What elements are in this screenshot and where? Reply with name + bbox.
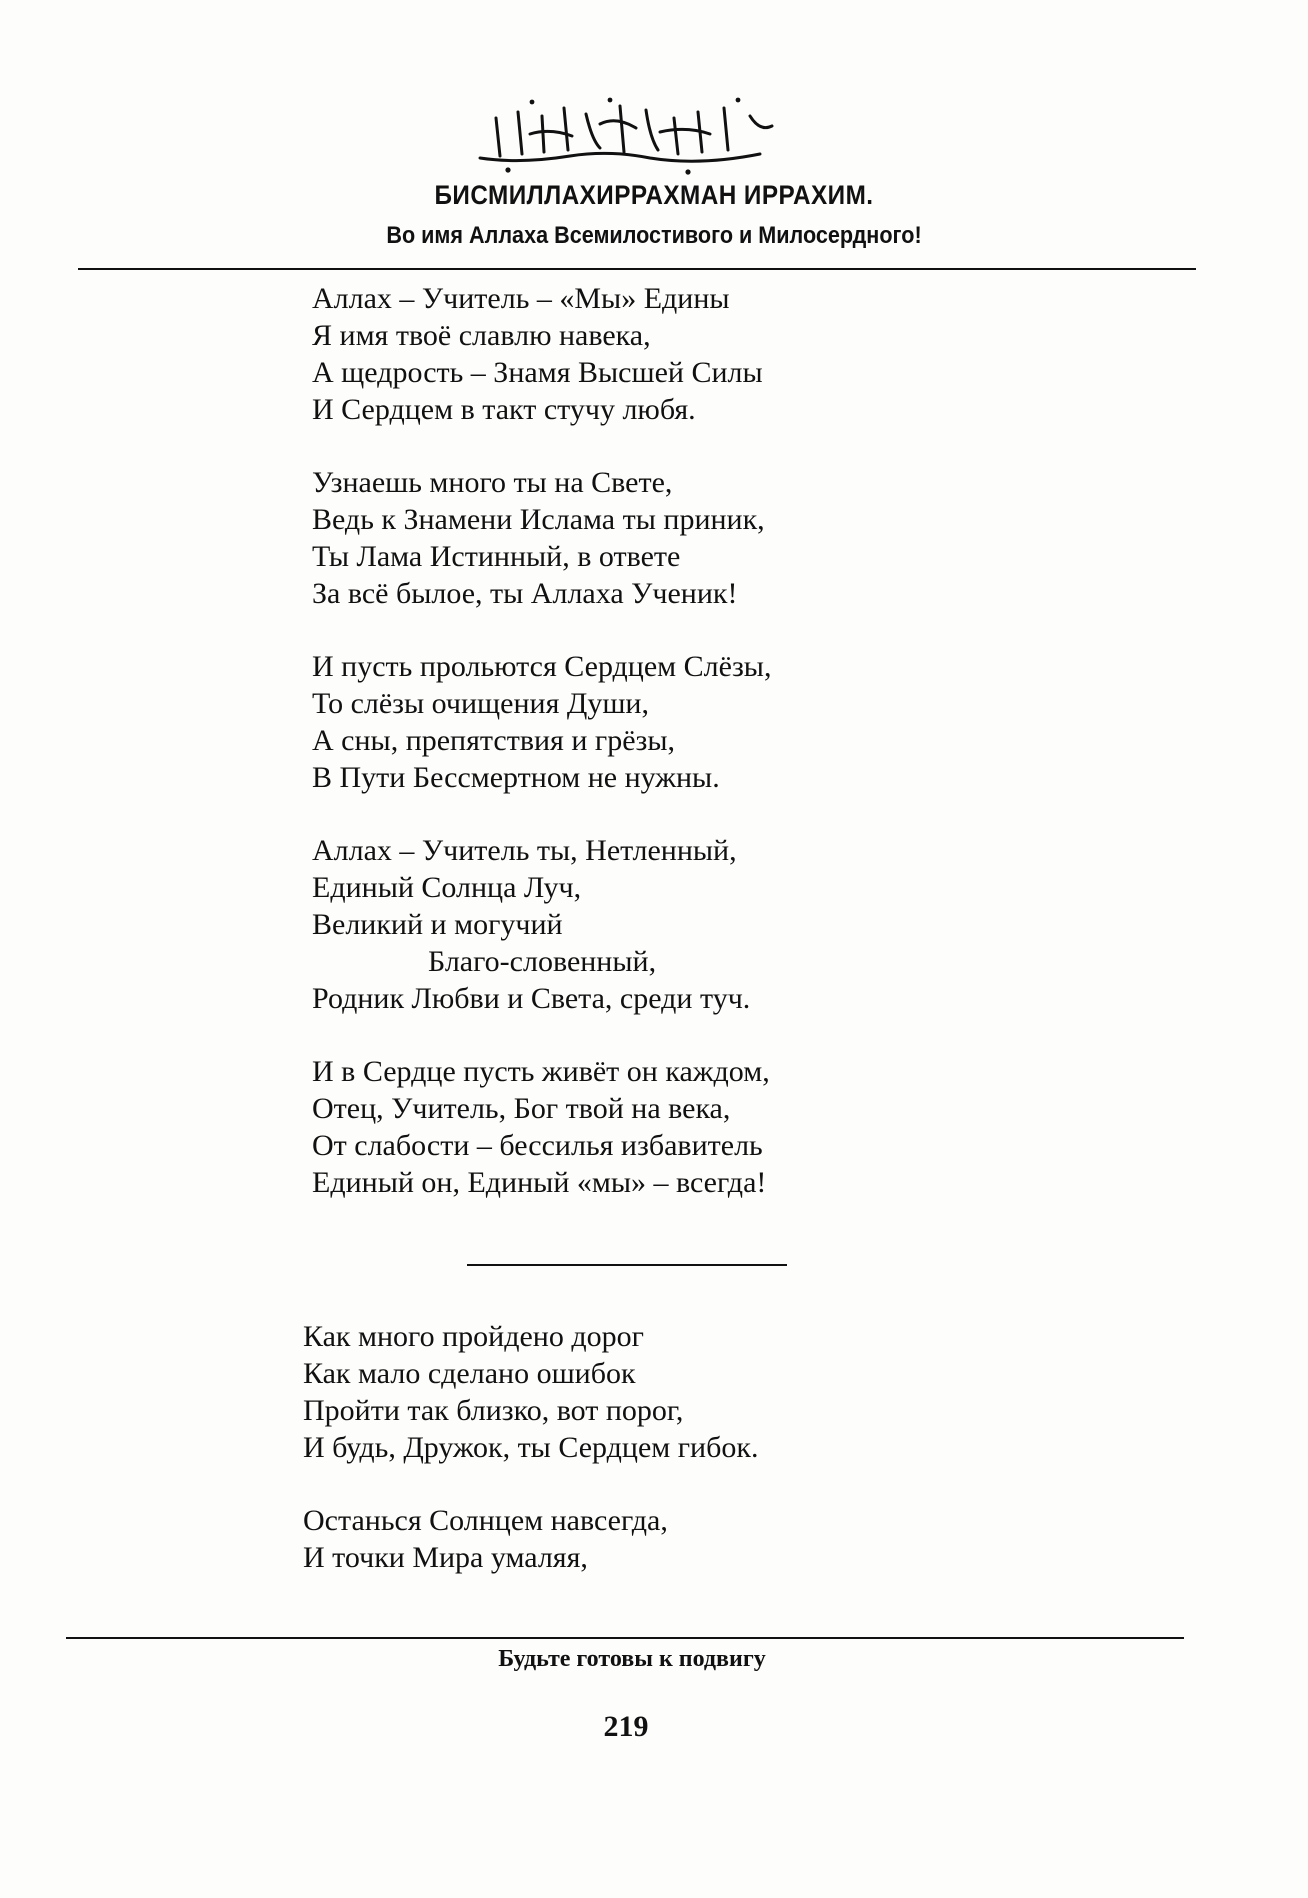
stanza (312, 648, 771, 796)
poem-line: Ты Лама Истинный, в ответе (312, 540, 681, 573)
footer-rule (66, 1637, 1184, 1639)
poem-line: В Пути Бессмертном не нужны. (312, 761, 720, 794)
poem-line: Единый он, Единый «мы» – всегда! (312, 1166, 767, 1199)
stanza (312, 280, 771, 428)
poem-line: А сны, препятствия и грёзы, (312, 724, 676, 757)
stanza (312, 1053, 771, 1201)
poem-line: За всё былое, ты Аллаха Ученик! (312, 577, 738, 610)
poem-line: И будь, Дружок, ты Сердцем гибок. (303, 1431, 759, 1464)
poem-line: И пусть прольются Сердцем Слёзы, (312, 650, 772, 683)
poem-line: Единый Солнца Луч, (312, 871, 582, 904)
poem-two (303, 1318, 758, 1612)
stanza (303, 1318, 758, 1466)
stanza (312, 832, 771, 1017)
poem-line: И Сердцем в такт стучу любя. (312, 393, 696, 426)
running-footer-title: Будьте готовы к подвигу (498, 1646, 766, 1672)
bismillah-calligraphy (460, 88, 800, 178)
poem-line: Узнаешь много ты на Свете, (312, 466, 673, 499)
poem-line: От слабости – бессилья избавитель (312, 1129, 763, 1162)
poem-line-indented: Благо-словенный, (428, 945, 657, 978)
header-rule (78, 268, 1196, 270)
poem-line: Пройти так близко, вот порог, (303, 1394, 684, 1427)
poem-line: Я имя твоё славлю навека, (312, 319, 651, 352)
poem-line: И точки Мира умаляя, (303, 1541, 588, 1574)
poem-line: Аллах – Учитель – «Мы» Едины (312, 282, 730, 315)
poem-one (312, 280, 771, 1237)
poem-line: Великий и могучий (312, 908, 563, 941)
poem-line: Аллах – Учитель ты, Нетленный, (312, 834, 737, 867)
poem-line: Родник Любви и Света, среди туч. (312, 982, 751, 1015)
poem-line: То слёзы очищения Души, (312, 687, 649, 720)
bismillah-title: БИСМИЛЛАХИРРАХМАН ИРРАХИМ. (434, 180, 874, 210)
poem-line: А щедрость – Знамя Высшей Силы (312, 356, 763, 389)
poem-line: Как мало сделано ошибок (303, 1357, 636, 1390)
stanza (303, 1502, 758, 1576)
poem-line: Отец, Учитель, Бог твой на века, (312, 1092, 731, 1125)
page-number: 219 (603, 1710, 649, 1743)
stanza (312, 464, 771, 612)
poem-line: Останься Солнцем навсегда, (303, 1504, 668, 1537)
bismillah-subtitle: Во имя Аллаха Всемилостивого и Милосердного! (386, 222, 922, 249)
poem-line: Как много пройдено дорог (303, 1320, 644, 1353)
poem-separator (467, 1264, 787, 1266)
poem-line: И в Сердце пусть живёт он каждом, (312, 1055, 770, 1088)
poem-line: Ведь к Знамени Ислама ты приник, (312, 503, 765, 536)
